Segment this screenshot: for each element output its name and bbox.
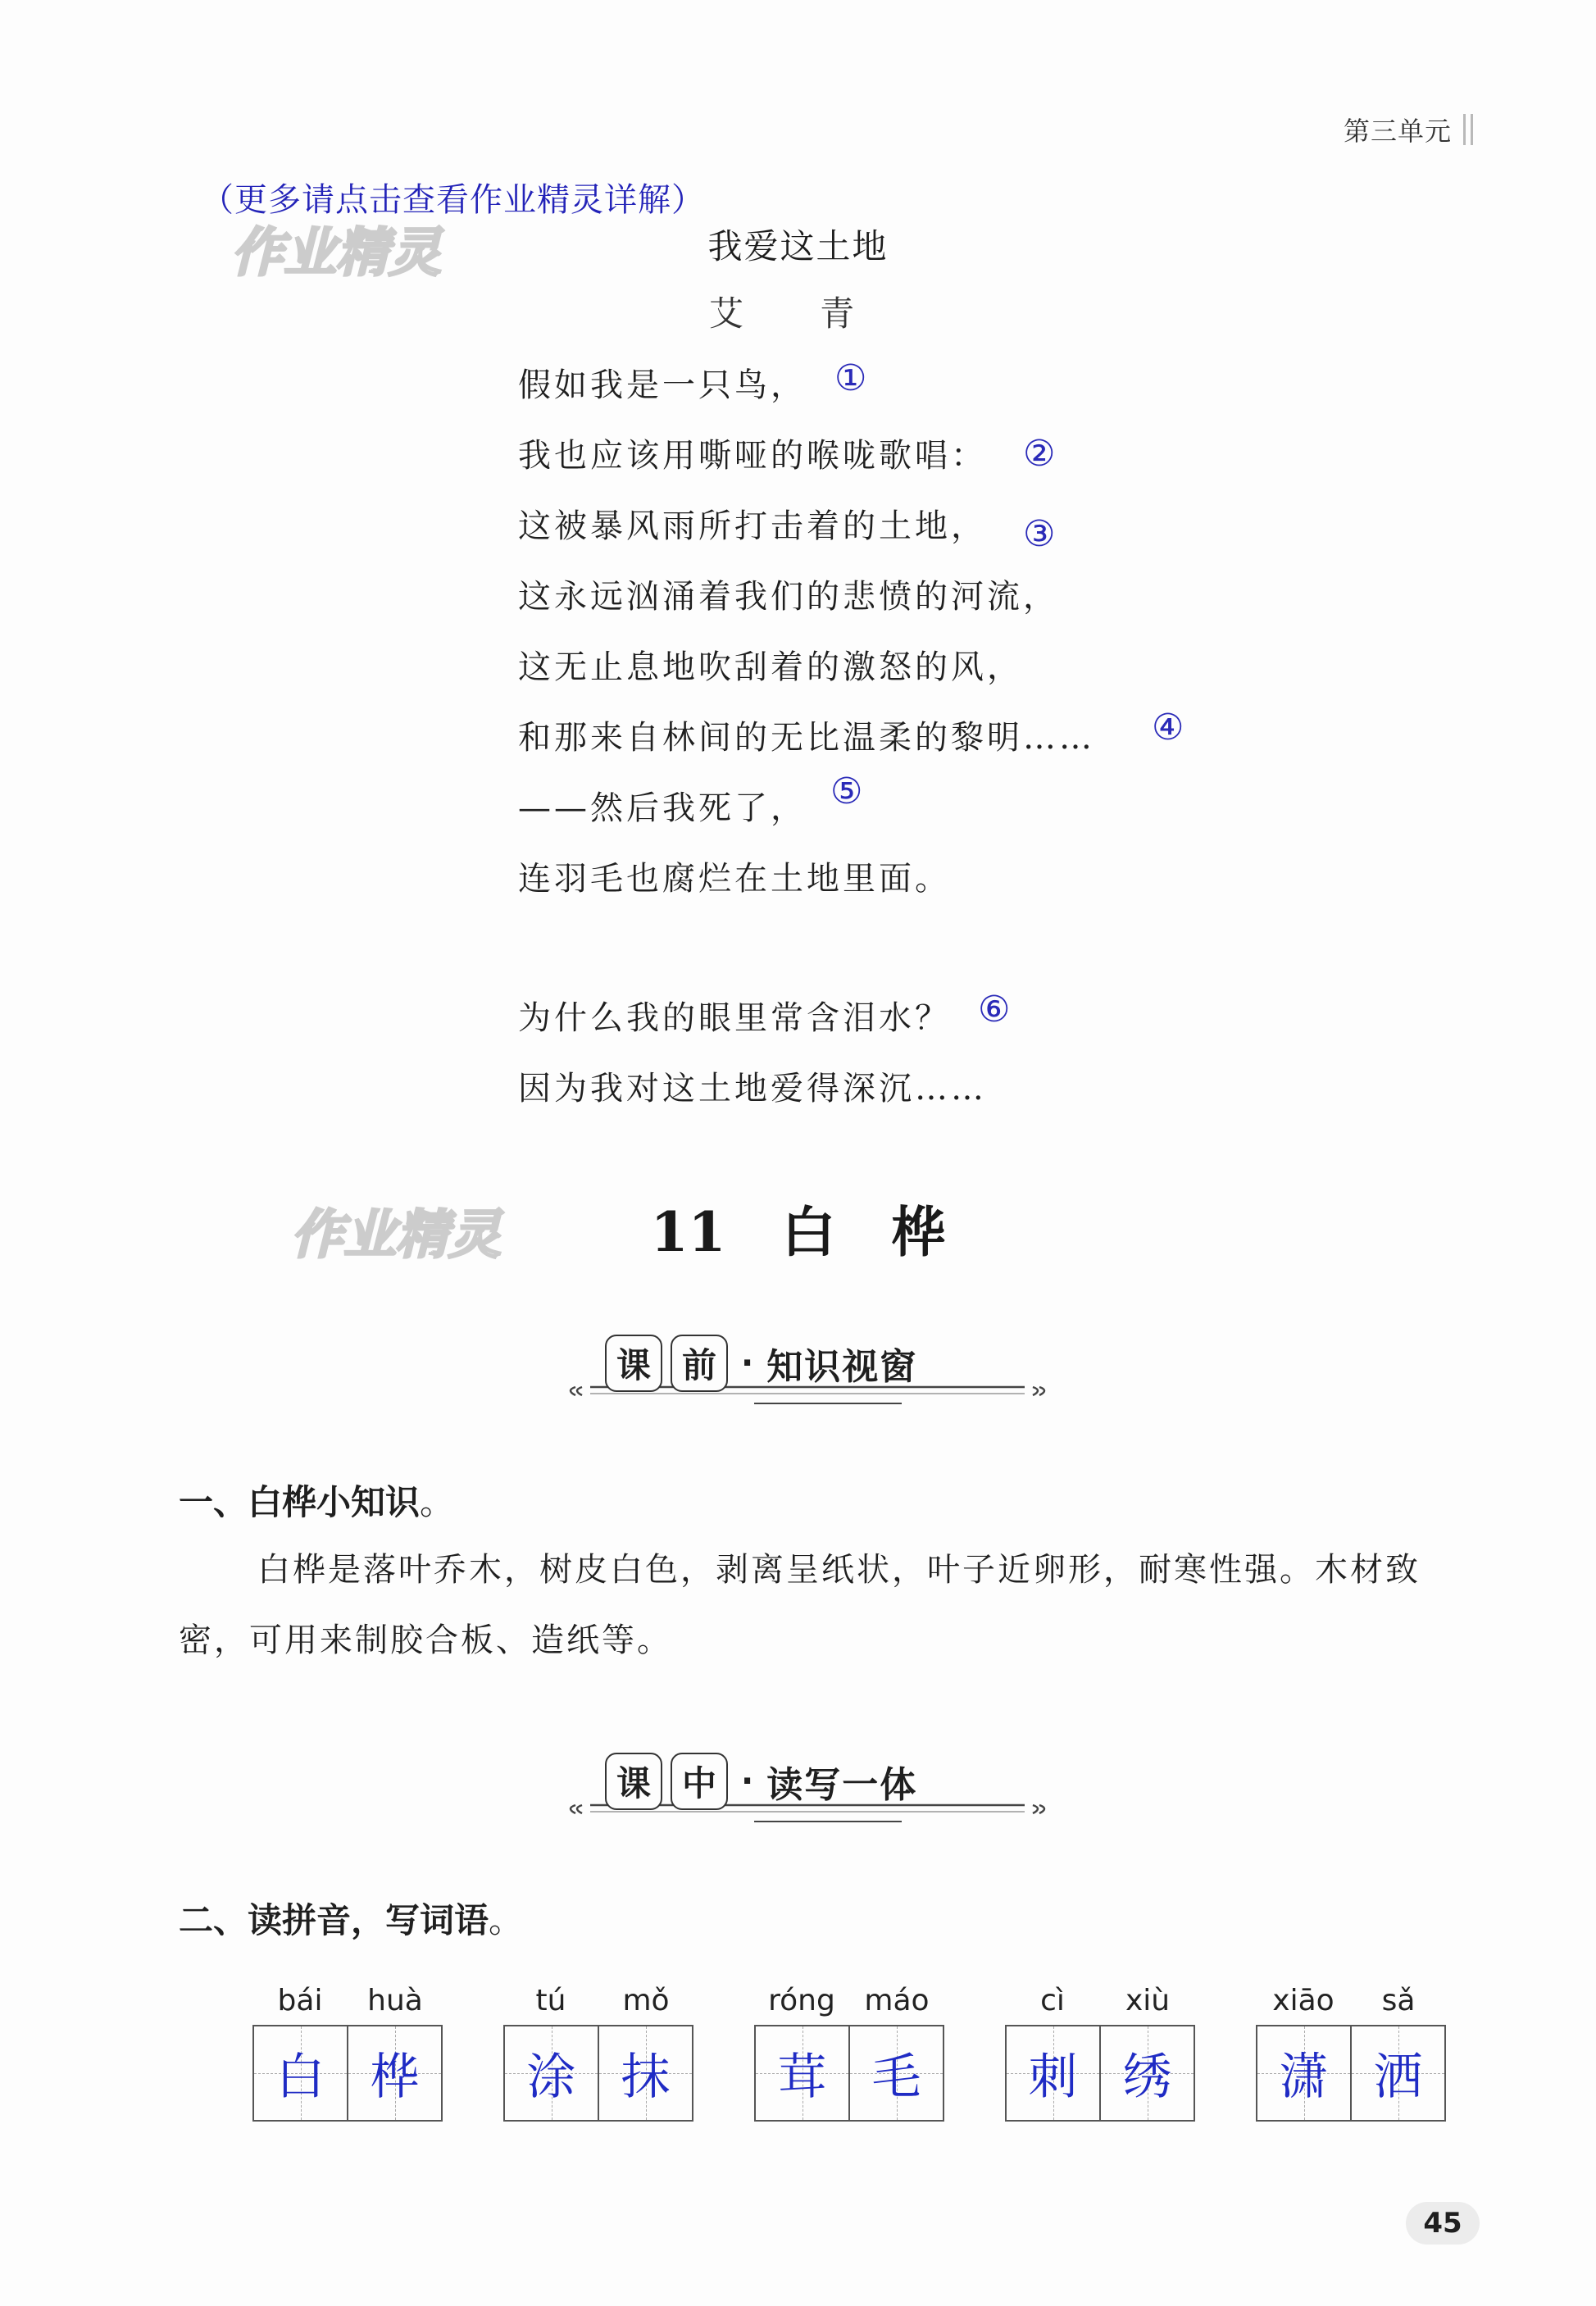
pinyin-syllable: máo	[864, 1984, 930, 2017]
answer-box[interactable]	[756, 2026, 848, 2120]
answer-char: 桦	[370, 2049, 420, 2106]
answer-char: 涂	[526, 2049, 576, 2106]
word-group	[252, 1984, 443, 2122]
answer-box[interactable]	[1350, 2026, 1444, 2120]
annotation-marker-6[interactable]: ⑥	[978, 989, 1011, 1030]
annotation-marker-2[interactable]: ②	[1023, 433, 1056, 475]
answer-box[interactable]	[1007, 2026, 1099, 2120]
pinyin-syllable: xiù	[1125, 1984, 1171, 2017]
banner-dot: ·	[741, 1762, 754, 1800]
question-1-body: 白桦是落叶乔木，树皮白色，剥离呈纸状，叶子近卵形，耐寒性强。木材致密，可用来制胶合板、造纸等。	[179, 1551, 1421, 1659]
pinyin-row	[252, 1984, 443, 2025]
page-number: 45	[1406, 2202, 1480, 2245]
answer-box[interactable]	[598, 2026, 692, 2120]
poem-line: 这永远汹涌着我们的悲愤的河流，	[518, 578, 1059, 616]
annotation-marker-3[interactable]: ③	[1023, 513, 1056, 555]
banner-char: 中	[671, 1753, 728, 1810]
banner-text	[605, 1335, 917, 1392]
question-2-heading	[179, 1894, 523, 1943]
banner-text	[605, 1753, 917, 1810]
poem-line: 因为我对这土地爱得深沉……	[518, 1070, 987, 1108]
poem-line: 这被暴风雨所打击着的土地，	[518, 507, 987, 545]
banner-subtitle: 知识视窗	[766, 1346, 918, 1388]
pinyin-syllable: tú	[535, 1984, 566, 2017]
watermark-logo-text: 作业精灵	[231, 223, 441, 284]
answer-char: 茸	[777, 2049, 827, 2106]
banner-dot: ·	[741, 1344, 754, 1382]
answer-box[interactable]	[254, 2026, 347, 2120]
answer-char: 洒	[1373, 2049, 1423, 2106]
poem-author: 艾 青	[708, 293, 888, 334]
lesson-title	[0, 1189, 1596, 1267]
question-1-heading	[179, 1476, 454, 1525]
answer-box[interactable]	[848, 2026, 943, 2120]
unit-label: 第三单元	[1343, 116, 1452, 147]
char-box-pair	[503, 2025, 693, 2122]
pinyin-row	[754, 1984, 944, 2025]
pinyin-syllable: huà	[367, 1984, 423, 2017]
annotation-marker-4[interactable]: ④	[1152, 707, 1184, 748]
unit-bars-decoration	[1463, 114, 1473, 145]
answer-box[interactable]	[505, 2026, 598, 2120]
char-box-pair	[1256, 2025, 1446, 2122]
pinyin-row	[1005, 1984, 1195, 2025]
word-group	[1256, 1984, 1446, 2122]
unit-header	[1344, 111, 1473, 148]
poem-line: ——然后我死了，	[518, 789, 807, 827]
lesson-title-char: 白	[781, 1200, 836, 1264]
answer-char: 绣	[1122, 2049, 1172, 2106]
detail-explanation-link[interactable]: （更多请点击查看作业精灵详解）	[201, 181, 705, 219]
section-banner-in-class	[0, 1746, 1596, 1844]
pinyin-syllable: xiāo	[1272, 1984, 1335, 2017]
pinyin-row	[1256, 1984, 1446, 2025]
question-2-heading-tail: 。	[489, 1900, 524, 1940]
annotation-marker-1[interactable]: ①	[834, 357, 867, 399]
poem-line: 为什么我的眼里常含泪水？	[518, 999, 951, 1037]
word-group	[1005, 1984, 1195, 2122]
pinyin-syllable: cì	[1040, 1984, 1065, 2017]
poem-line: 我也应该用嘶哑的喉咙歌唱：	[518, 437, 987, 475]
pinyin-syllable: róng	[768, 1984, 835, 2017]
answer-char: 潇	[1279, 2049, 1329, 2106]
pinyin-syllable: sǎ	[1381, 1984, 1416, 2017]
banner-char: 前	[671, 1335, 728, 1392]
banner-char: 课	[605, 1335, 662, 1392]
question-2-heading-text: 二、读拼音，写词语	[179, 1900, 489, 1940]
poem-title: 我爱这土地	[707, 226, 889, 266]
annotation-marker-5[interactable]: ⑤	[830, 771, 863, 812]
answer-box[interactable]	[1257, 2026, 1350, 2120]
poem-line: 和那来自林间的无比温柔的黎明……	[518, 719, 1095, 757]
banner-char: 课	[605, 1753, 662, 1810]
answer-char: 抹	[621, 2049, 671, 2106]
char-box-pair	[252, 2025, 443, 2122]
answer-box[interactable]	[1099, 2026, 1194, 2120]
pinyin-syllable: mǒ	[622, 1984, 670, 2017]
answer-box[interactable]	[347, 2026, 441, 2120]
question-1-heading-text: 一、白桦小知识	[179, 1482, 421, 1522]
lesson-number: 11	[650, 1200, 726, 1264]
poem-line: 连羽毛也腐烂在土地里面。	[518, 860, 951, 898]
poem-line: 这无止息地吹刮着的激怒的风，	[518, 648, 1023, 686]
pinyin-row	[503, 1984, 693, 2025]
char-box-pair	[754, 2025, 944, 2122]
watermark-logo-2-text: 作业精灵	[291, 1205, 501, 1266]
lesson-title-char: 桦	[891, 1200, 946, 1264]
char-box-pair	[1005, 2025, 1195, 2122]
word-group	[503, 1984, 693, 2122]
question-1-heading-tail: 。	[420, 1482, 455, 1522]
banner-subtitle: 读写一体	[766, 1764, 918, 1806]
answer-char: 白	[275, 2049, 325, 2106]
section-banner-pre-class	[0, 1328, 1596, 1426]
poem-line: 假如我是一只鸟，	[518, 366, 807, 404]
word-group	[754, 1984, 944, 2122]
answer-char: 刺	[1028, 2049, 1078, 2106]
pinyin-syllable: bái	[277, 1984, 323, 2017]
answer-char: 毛	[871, 2049, 921, 2106]
